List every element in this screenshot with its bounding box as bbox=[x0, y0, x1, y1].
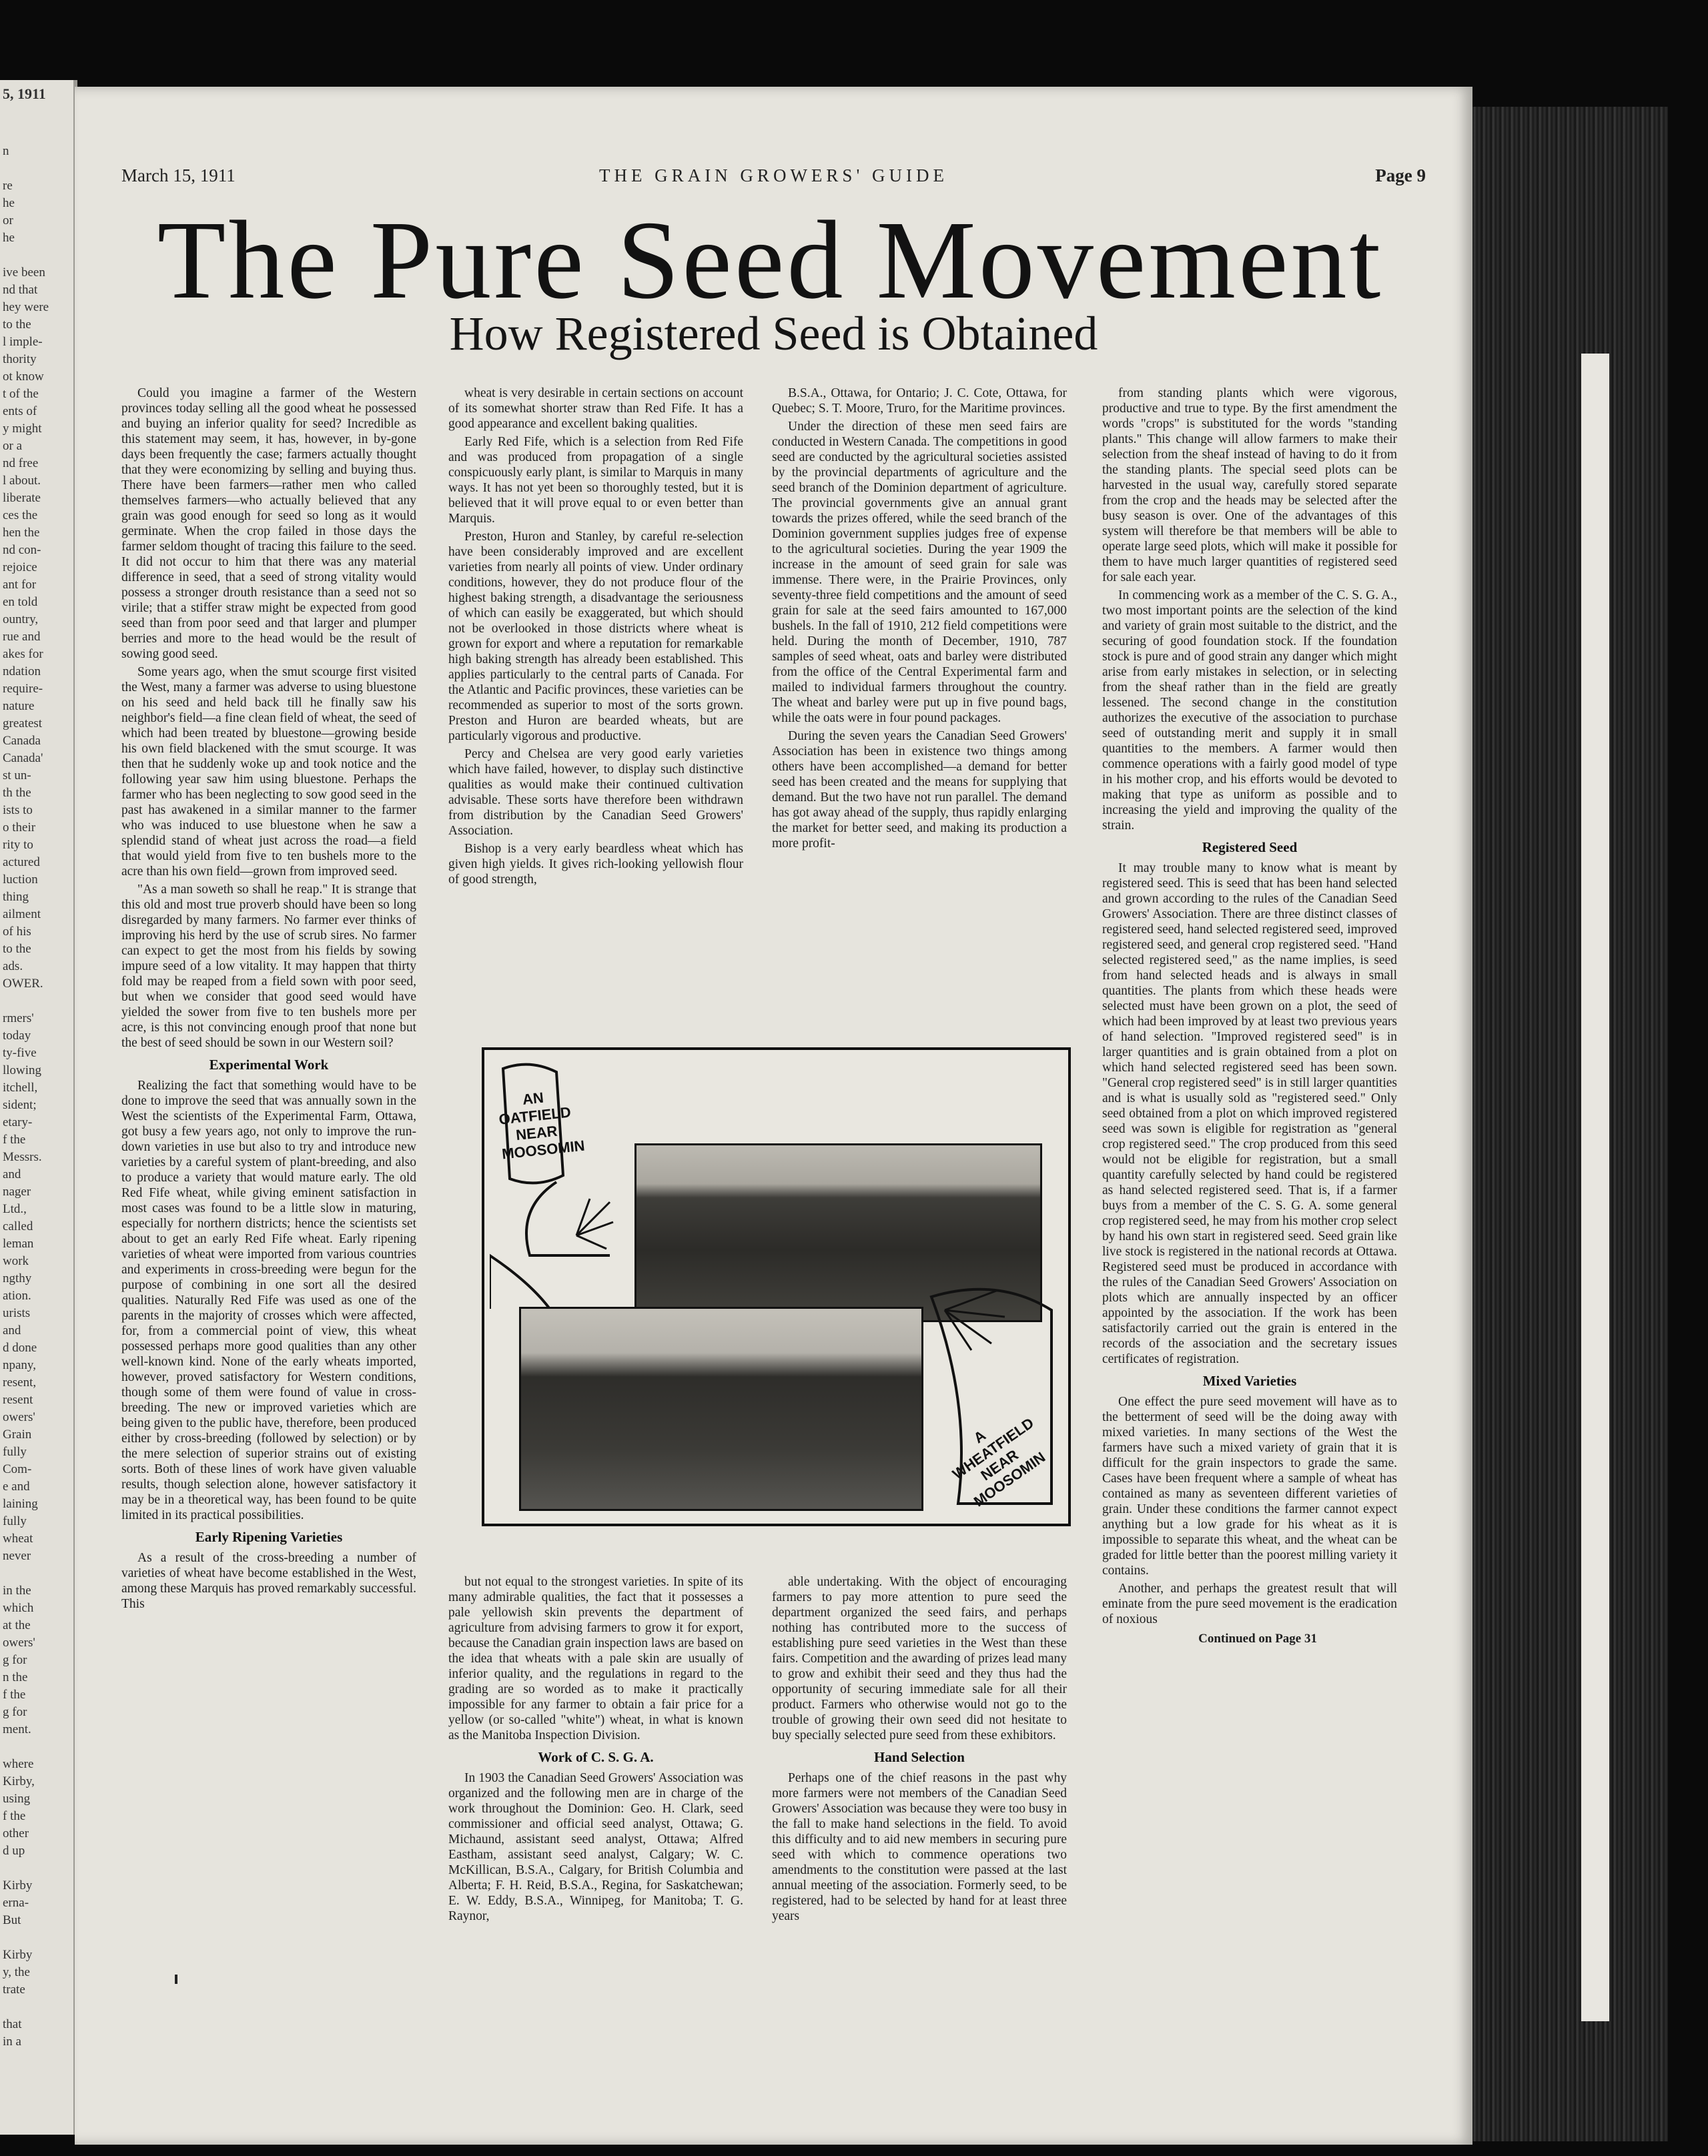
fragment-line: f the bbox=[3, 1133, 26, 1147]
fragment-line: where bbox=[3, 1757, 34, 1771]
fragment-line: th the bbox=[3, 786, 31, 800]
fragment-line: d up bbox=[3, 1844, 25, 1858]
fragment-line: other bbox=[3, 1826, 29, 1840]
previous-page-fragment bbox=[0, 80, 77, 2135]
fragment-line: Com- bbox=[3, 1462, 32, 1476]
fragment-line: erna- bbox=[3, 1896, 29, 1910]
paragraph: Early Red Fife, which is a selection from Red Fife and was produced from propagation of a single conspicuously early plant, is similar to Marquis in many ways. It has not yet been so thoroughly tested, but it is believed that it will prove equal to or even better than Marquis. bbox=[448, 435, 743, 526]
fragment-line: Kirby bbox=[3, 1878, 33, 1893]
issue-date: March 15, 1911 bbox=[121, 165, 236, 185]
fragment-line: ads. bbox=[3, 959, 23, 973]
previous-page-text bbox=[0, 143, 73, 2051]
paragraph: "As a man soweth so shall he reap." It is strange that this old and most true proverb should have been so long disregarded by many farmers. No farmer ever thinks of improving his herd by the use of scrub sires. No farmer can expect to get the most from his fields by sowing impure seed of a low vitality. It may happen that thirty fold may be reaped from a field sown with poor seed, but when we consider that good seed would have yielded the sower from five to ten bushels more per acre, is this not convincing enough proof that none but the best of seed should be sown in our Western soil? bbox=[121, 883, 416, 1050]
fragment-line: ment. bbox=[3, 1722, 31, 1736]
fragment-line: today bbox=[3, 1029, 31, 1043]
fragment-line: Kirby, bbox=[3, 1774, 35, 1788]
continued-notice: Continued on Page 31 bbox=[1198, 1632, 1317, 1646]
fragment-line: But bbox=[3, 1913, 21, 1927]
fragment-line: laining bbox=[3, 1497, 38, 1511]
fragment-line bbox=[0, 993, 73, 1010]
fragment-line: Canada' bbox=[3, 751, 43, 765]
paragraph: able undertaking. With the object of encouraging farmers to pay more attention to pure seed the department organized the seed fairs, and perhaps nothing has contributed more to the success of establishing pure seed varieties in the West than these fairs. Competition and the awarding of prizes lead many to grow and exhibit their seed and they thus had the opportunity of securing immediate sale for all their product. Farmers who otherwise would not go to the trouble of growing their own seed did not hesitate to buy specially selected pure seed from these exhibitors. bbox=[772, 1575, 1067, 1742]
fragment-line: work bbox=[3, 1254, 29, 1268]
fragment-line: e and bbox=[3, 1480, 30, 1494]
fragment-line: Kirby bbox=[3, 1948, 33, 1962]
paragraph: Percy and Chelsea are very good early varieties which have failed, however, to display such distinctive qualities as would make their continued cultivation advisable. These sorts have therefore been withdrawn from distribution by the Canadian Seed Growers' Association. bbox=[448, 747, 743, 838]
previous-page-folio: 5, 1911 bbox=[3, 85, 46, 102]
fragment-line: in a bbox=[3, 2035, 21, 2049]
heading-work-csga: Work of C. S. G. A. bbox=[538, 1749, 654, 1765]
column-2-bottom bbox=[448, 1574, 743, 2108]
fragment-line: re bbox=[3, 179, 13, 193]
fragment-line: ot know bbox=[3, 370, 44, 384]
fragment-line: f the bbox=[3, 1809, 26, 1823]
fragment-line: o their bbox=[3, 821, 36, 835]
fragment-line: nager bbox=[3, 1185, 31, 1199]
book-binding bbox=[1468, 107, 1668, 2141]
fragment-line: t of the bbox=[3, 387, 39, 401]
fragment-line: sident; bbox=[3, 1098, 37, 1112]
column-1 bbox=[121, 386, 416, 2093]
fragment-line: liberate bbox=[3, 491, 41, 505]
paragraph: B.S.A., Ottawa, for Ontario; J. C. Cote, Ottawa, for Quebec; S. T. Moore, Truro, for the Maritime provinces. bbox=[772, 386, 1067, 416]
fragment-line: and bbox=[3, 1323, 21, 1337]
fragment-line: n the bbox=[3, 1670, 28, 1684]
caption-oatfield: AN OATFIELD NEAR MOOSOMIN bbox=[498, 1089, 586, 1163]
publication-name: THE GRAIN GROWERS' GUIDE bbox=[598, 165, 949, 185]
fragment-line: g for bbox=[3, 1653, 27, 1667]
column-4 bbox=[1102, 386, 1397, 2107]
fragment-line: or bbox=[3, 213, 13, 227]
fragment-line: f the bbox=[3, 1688, 26, 1702]
fragment-line: owers' bbox=[3, 1636, 35, 1650]
heading-mixed-varieties: Mixed Varieties bbox=[1202, 1373, 1297, 1389]
fragment-line: l about. bbox=[3, 474, 41, 488]
fragment-line: st un- bbox=[3, 768, 31, 782]
fragment-line: etary- bbox=[3, 1115, 33, 1129]
fragment-line: akes for bbox=[3, 647, 43, 661]
fragment-line: ists to bbox=[3, 803, 33, 817]
running-head bbox=[121, 165, 1426, 192]
fragment-line: he bbox=[3, 196, 15, 210]
paragraph: wheat is very desirable in certain sections on account of its somewhat shorter straw than Red Fife. It has a good appearance and excellent baking qualities. bbox=[448, 386, 743, 431]
fragment-line: d done bbox=[3, 1341, 37, 1355]
fragment-line: rejoice bbox=[3, 560, 37, 574]
fragment-line: nature bbox=[3, 699, 35, 713]
fragment-line: leman bbox=[3, 1237, 34, 1251]
article-title: The Pure Seed Movement bbox=[157, 198, 1384, 322]
paragraph: One effect the pure seed movement will have as to the betterment of seed will be the doing away with mixed varieties. In many sections of the West the farmers have such a mixed variety of grain that it is difficult for the grain inspectors to grade the same. Cases have been frequent where a sample of wheat has contained as many as seventeen different varieties of grain. Under these conditions the farmer cannot expect anything but a low grade for his wheat as it is impossible to separate this wheat, and the wheat can be graded for little better than the poorest milling variety it contains. bbox=[1102, 1395, 1397, 1578]
fragment-line: or a bbox=[3, 439, 23, 453]
fragment-line: wheat bbox=[3, 1532, 33, 1546]
caption-wheatfield: A WHEATFIELD NEAR MOOSOMIN bbox=[949, 1414, 1049, 1510]
fragment-line: nd con- bbox=[3, 543, 41, 557]
paragraph: In commencing work as a member of the C. S. G. A., two most important points are the selection of the kind and variety of grain most suitable to the district, and the securing of good foundation stock. If the foundation stock is pure and of good strain any danger which might arise from early mistakes in selection, or in selecting from the sheaf rather than in the field are greatly lessened. The second change in the constitution authorizes the executive of the association to purchase seed of outstanding merit and supply it in small quantities to the members. A farmer would then commence operations with a fairly good model of type in his mother crop, and his efforts would be devoted to making that type as uniform as possible and to increasing the yield and improving the quality of the strain. bbox=[1102, 588, 1397, 833]
fragment-line: greatest bbox=[3, 716, 43, 730]
heading-registered-seed: Registered Seed bbox=[1202, 839, 1298, 855]
paragraph: Perhaps one of the chief reasons in the past why more farmers were not members of the Canadian Seed Growers' Association was because they were too busy in the fall to make hand selections in the field. To avoid this difficulty and to aid new members in securing pure seed with which to commence operations two amendments to the constitution were passed at the last annual meeting of the association. Formerly seed, to be registered, had to be selected by hand for at least three years bbox=[772, 1771, 1067, 1923]
fragment-line: Canada bbox=[3, 734, 41, 748]
column-2-top bbox=[448, 386, 743, 1046]
fragment-line: en told bbox=[3, 595, 38, 609]
fragment-line: which bbox=[3, 1601, 34, 1615]
heading-early-ripening: Early Ripening Varieties bbox=[195, 1529, 343, 1545]
paragraph: It may trouble many to know what is meant by registered seed. This is seed that has been hand selected and grown according to the rules of the Canadian Seed Growers' Association. There are three distinct classes of registered seed, hand selected registered seed, improved registered seed, and general crop registered seed. "Hand selected registered seed," as the name implies, is seed from hand selected heads and is always in small quantities. The plants from which these heads were selected must have been grown on a plot, the seed of which had been improved by at least two previous years of hand selection. "Improved registered seed" is in larger quantities and is grain obtained from a plot on which hand selected registered seed has been sown. "General crop registered seed" is in still larger quantities and is what is usually sold as "registered seed." Only seed obtained from a plot on which improved registered seed was sown is eligible for registration as "general crop registered seed." The crop produced from this seed would not be eligible for registration, but a small quantity carefully selected by hand could be registered as hand selected registered seed. That is, if a farmer buys from a member of the C. S. G. A. some general crop registered seed, he may from his mother crop select by hand his own start in registered seed. Seed grain like live stock is registered in the national records at Ottawa. Registered seed must be produced in accordance with the rules of the Canadian Seed Growers' Association on plots which are annually inspected by an officer appointed by the association. If the work has been satisfactorily carried out the grain is entered in the records of the association and the secretary issues certificates of registration. bbox=[1102, 861, 1397, 1366]
paragraph: As a result of the cross-breeding a number of varieties of wheat have become established in the West, among these Marquis has proved remarkably successful. This bbox=[121, 1551, 416, 1611]
fragment-line: ive been bbox=[3, 265, 45, 280]
fragment-line: luction bbox=[3, 873, 38, 887]
paragraph: In 1903 the Canadian Seed Growers' Association was organized and the following men are in charge of the work throughout the Dominion: Geo. H. Clark, seed commissioner and official seed analyst, Ottawa; G. Michaund, assistant seed analyst, Ottawa; Alfred Eastham, assistant seed analyst, Calgary; W. C. McKillican, B.S.A., Calgary, for British Columbia and Alberta; F. H. Reid, B.S.A., Regina, for Saskatchewan; E. W. Eddy, B.S.A., Winnipeg, for Manitoba; T. G. Raynor, bbox=[448, 1771, 743, 1923]
fragment-line bbox=[0, 247, 73, 264]
fragment-line: ailment bbox=[3, 907, 41, 921]
fragment-line: Messrs. bbox=[3, 1150, 42, 1164]
fragment-line bbox=[0, 1565, 73, 1582]
newspaper-page bbox=[75, 87, 1472, 2145]
fragment-line bbox=[0, 1860, 73, 1877]
fragment-line: hen the bbox=[3, 526, 40, 540]
fragment-line: n bbox=[3, 144, 9, 158]
fragment-line: fully bbox=[3, 1514, 27, 1528]
paragraph: Another, and perhaps the greatest result that will eminate from the pure seed movement is the eradication of noxious bbox=[1102, 1582, 1397, 1626]
wheatfield-photo bbox=[519, 1307, 923, 1511]
fragment-line: nd that bbox=[3, 283, 38, 297]
fragment-line: at the bbox=[3, 1618, 31, 1632]
paragraph: Some years ago, when the smut scourge first visited the West, many a farmer was adverse to using bluestone on his seed and held back till he finally saw his neighbor's field—a fine clean field of wheat, the seed of which had been treated by bluestone—growing beside his own field blackened with the smut scourge. It was then that he suddenly woke up and took notice and the following year saw him using bluestone. Perhaps the farmer who has been neglecting to sow good seed in the past has awakened in a similar manner to the farmer who was induced to use bluestone when he saw a splendid stand of wheat just across the road—a field that would yield from five to ten bushels more to the acre than his own field—grown from improved seed. bbox=[121, 665, 416, 879]
fragment-line: thing bbox=[3, 890, 29, 904]
fragment-line: ents of bbox=[3, 404, 37, 418]
fragment-line: rity to bbox=[3, 838, 33, 852]
fragment-line: owers' bbox=[3, 1410, 35, 1424]
fragment-line: nd free bbox=[3, 456, 39, 470]
fragment-line: trate bbox=[3, 1983, 25, 1997]
paragraph: Could you imagine a farmer of the Western provinces today selling all the good wheat he possessed and buying an inferior quality for seed? Incredible as this statement may seem, it has, however, in by-gone days been frequently the case; farmers actually thought that they were economizing by selling and buying thus. There have been farmers—rather men who called themselves farmers—who actually believed that any grain was good enough for seed so long as it would germinate. When the crop failed in those days the farmer seldom thought of tracing this failure to the seed. It did not occur to him that there was any material difference in seed, that a seed of strong vitality would possess a stronger drouth resistance than a seed not so virile; that a stiffer straw might be expected from good seed than from poor seed and that larger and plumper berries and more to the head would be the result of sowing good seed. bbox=[121, 386, 416, 661]
fragment-line: hey were bbox=[3, 300, 49, 314]
fragment-line: rue and bbox=[3, 630, 41, 644]
fragment-line: require- bbox=[3, 682, 43, 696]
fragment-line: llowing bbox=[3, 1063, 42, 1077]
fragment-line bbox=[0, 1738, 73, 1756]
fragment-line: in the bbox=[3, 1584, 31, 1598]
paragraph: Realizing the fact that something would have to be done to improve the seed that was annually sown in the West the scientists of the Experimental Farm, Ottawa, got busy a few years ago, not only to improve the run-down varieties in use but also to try and introduce new varieties by a careful system of plant-breeding, and also to produce a variety that would mature early. The old Red Fife wheat, while giving eminent satisfaction in most cases was found to be a little slow in maturing, especially for northern districts; hence the scientists set about to get an early Red Fife wheat. Early ripening varieties of wheat were imported from various countries and experiments in cross-breeding were begun for the purpose of combining in one sort all the desired qualities. Naturally Red Fife was used as one of the parents in the majority of crosses which were affected, for, from a commercial point of view, this wheat possessed perhaps more good qualities than any other well-known kind. None of the early wheats imported, however, proved satisfactory for Western conditions, though some of them were found of value in cross-breeding. The new or improved varieties which are being given to the public have, therefore, been produced either by cross-breeding (followed by selection) or by the mere selection of superior strains out of existing sorts. Both of these lines of work have given valuable results, though selection alone, however satisfactory it may be in a theoretical way, has been found to be quite limited in its practical possibilities. bbox=[121, 1079, 416, 1522]
fragment-line: and bbox=[3, 1167, 21, 1181]
fragment-line: Ltd., bbox=[3, 1202, 27, 1216]
fragment-line: y might bbox=[3, 422, 42, 436]
paragraph: but not equal to the strongest varieties. In spite of its many admirable qualities, the fact that it possesses a pale yellowish skin prevents the department of agriculture from advising farmers to grow it for export, because the Canadian grain inspection laws are based on the idea that wheats with a pale skin are usually of inferior quality, and the regulations in regard to the grading are so worded as to make it practically impossible for any farmer to obtain a fair price for a yellow (or so-called "white") wheat, in what is known as the Manitoba Inspection Division. bbox=[448, 1575, 743, 1742]
fragment-line: called bbox=[3, 1219, 33, 1233]
fragment-line: ountry, bbox=[3, 612, 39, 626]
fragment-line: actured bbox=[3, 855, 40, 869]
paragraph: from standing plants which were vigorous, productive and true to type. By the first amendment the words "crops" is substituted for the words "standing plants." This change will allow farmers to make their selection from the sheaf instead of having to do it from the standing plants. The special seed plots can be harvested in the usual way, carefully stored separate from the crop and the heads may be selected after the busy season is over. One of the advantages of this system will therefore be that members will be able to operate large seed plots, which will make it possible for them to have much larger quantities of registered seed for sale each year. bbox=[1102, 386, 1397, 584]
fragment-line: Grain bbox=[3, 1428, 32, 1442]
heading-hand-selection: Hand Selection bbox=[874, 1749, 965, 1765]
fragment-line: fully bbox=[3, 1445, 27, 1459]
fragment-line: npany, bbox=[3, 1358, 36, 1372]
fragment-line: of his bbox=[3, 925, 31, 939]
fragment-line: y, the bbox=[3, 1965, 30, 1979]
fragment-line: ngthy bbox=[3, 1271, 32, 1285]
paragraph: Preston, Huron and Stanley, by careful re-selection have been considerably improved and are excellent varieties from nearly all points of view. Under ordinary conditions, however, they do not produce flour of the highest baking strength, a disadvantage the seriousness of which can easily be exaggerated, but which should not be overlooked in those districts where wheat is grown for export and where a reputation for remarkable high baking strength has already been established. This applies particularly to the central parts of Canada. For the Atlantic and Pacific provinces, these varieties can be recommended as superior to most of the sorts grown. Preston and Huron are bearded wheats, but are particularly vigorous and productive. bbox=[448, 530, 743, 743]
fragment-line: rmers' bbox=[3, 1011, 34, 1025]
fragment-line: ant for bbox=[3, 578, 37, 592]
fragment-line: that bbox=[3, 2017, 22, 2031]
paragraph: During the seven years the Canadian Seed Growers' Association has been in existence two things among others have been accomplished—a demand for better seed has been created and the means for supplying that demand. But the two have not run parallel. The demand has got away ahead of the supply, thus rapidly enlarging the market for better seed, and making its production a more profit- bbox=[772, 729, 1067, 851]
fragment-line: l imple- bbox=[3, 335, 43, 349]
fragment-line: itchell, bbox=[3, 1081, 38, 1095]
column-3-bottom bbox=[772, 1574, 1067, 2108]
fragment-line: thority bbox=[3, 352, 37, 366]
paragraph: Bishop is a very early beardless wheat which has given high yields. It gives rich-looking yellowish flour of good strength, bbox=[448, 842, 743, 887]
fragment-line bbox=[0, 160, 73, 177]
fragment-line: never bbox=[3, 1549, 31, 1563]
page-number: Page 9 bbox=[1375, 165, 1426, 185]
fragment-line: he bbox=[3, 231, 15, 245]
paragraph: Under the direction of these men seed fairs are conducted in Western Canada. The competitions in good seed are conducted by the agricultural societies assisted by the provincial departments of agriculture and the seed branch of the Dominion department of agriculture. The provincial governments give an annual grant towards the prizes offered, while the seed branch of the Dominion government supplies judges free of expense to the agricultural societies. During the year 1909 the increase in the amount of seed grain for sale was immense. There were, in the Prairie Provinces, only seventy-three field competitions and the amount of seed grain for sale at the seed fairs amounted to 167,000 bushels. In the fall of 1910, 212 field competitions were held. During the month of December, 1910, 787 samples of seed wheat, oats and barley were distributed from the office of the Central Experimental farm and mailed to individual farmers throughout the country. The wheat and barley were put up in five pound bags, while the oats were in four pound packages. bbox=[772, 420, 1067, 725]
fragment-line: to the bbox=[3, 318, 31, 332]
article-subtitle: How Registered Seed is Obtained bbox=[449, 307, 1098, 360]
fragment-line: g for bbox=[3, 1705, 27, 1719]
fragment-line: using bbox=[3, 1792, 31, 1806]
fragment-line: resent, bbox=[3, 1376, 37, 1390]
fragment-line: to the bbox=[3, 942, 31, 956]
fragment-line: ty-five bbox=[3, 1046, 37, 1060]
fragment-line: urists bbox=[3, 1306, 31, 1320]
fragment-line: ation. bbox=[3, 1289, 31, 1303]
fragment-line: OWER. bbox=[3, 977, 43, 991]
heading-experimental-work: Experimental Work bbox=[209, 1057, 329, 1073]
illustration-frame bbox=[482, 1047, 1071, 1526]
fragment-line bbox=[0, 1999, 73, 2016]
fragment-line bbox=[0, 1929, 73, 1947]
fragment-line: ces the bbox=[3, 508, 38, 522]
fragment-line: resent bbox=[3, 1393, 33, 1407]
margin-mark bbox=[175, 1975, 177, 1984]
fragment-line: ndation bbox=[3, 664, 41, 678]
column-3-top bbox=[772, 386, 1067, 1046]
